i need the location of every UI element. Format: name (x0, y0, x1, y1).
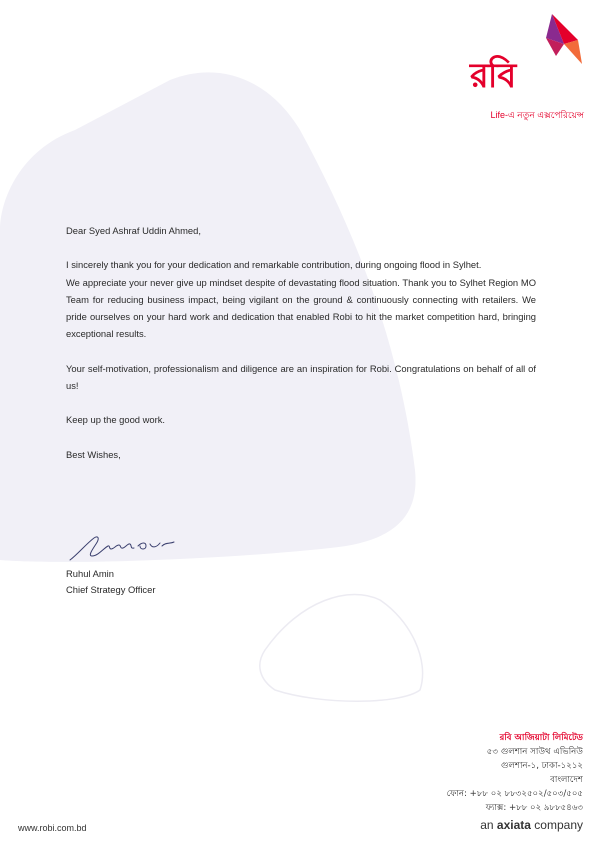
company-name: রবি আজিয়াটা লিমিটেড (499, 733, 583, 743)
address-line-1: ৫৩ গুলশান সাউথ এভিনিউ (486, 747, 583, 757)
axiata-brand: axiata (496, 818, 531, 832)
axiata-suffix: company (534, 818, 583, 832)
salutation: Dear Syed Ashraf Uddin Ahmed, (66, 225, 201, 236)
phone-number: ফোন: +৮৮ ০২ ৮৮৩২৫০২/৫০৩/৫০৫ (446, 789, 583, 799)
paragraph-1: We appreciate your never give up mindset despite of devastating flood situation. Thank you to Sylhet Region MO Team for reducing business impact, being vigilant on the ground & continuously connecting with retailers. We pride ourselves on your hard work and dedication that enabled Robi to hit the market competition hard, bringing exceptional results. (66, 276, 536, 340)
robi-logo-text: রবি (470, 56, 516, 96)
axiata-prefix: an (480, 818, 494, 832)
letter-body (66, 222, 536, 463)
signatory-title: Chief Strategy Officer (66, 584, 156, 595)
fax-number: ফ্যাক্স: +৮৮ ০২ ৯৮৮৫৪৬৩ (485, 803, 583, 813)
signatory-name: Ruhul Amin (66, 568, 114, 579)
closing: Best Wishes, (66, 448, 121, 460)
axiata-company-mark (480, 818, 583, 832)
paragraph-2: Your self-motivation, professionalism and diligence are an inspiration for Robi. Congratulations on behalf of all of us! (66, 362, 536, 392)
handwritten-signature-icon (68, 530, 178, 566)
paragraph-1-first-line: I sincerely thank you for your dedication and remarkable contribution, during ongoing flood in Sylhet. (66, 259, 482, 271)
address-line-3: বাংলাদেশ (550, 775, 583, 785)
address-line-2: গুলশান-১, ঢাকা-১২১২ (500, 761, 583, 771)
website-link[interactable]: www.robi.com.bd (18, 823, 87, 833)
signatory-block (66, 566, 155, 598)
robi-logo (466, 12, 584, 122)
company-address (447, 731, 583, 815)
paragraph-3: Keep up the good work. (66, 414, 166, 426)
brand-tagline: Life-এ নতুন এক্সপেরিয়েন্স (490, 110, 584, 120)
